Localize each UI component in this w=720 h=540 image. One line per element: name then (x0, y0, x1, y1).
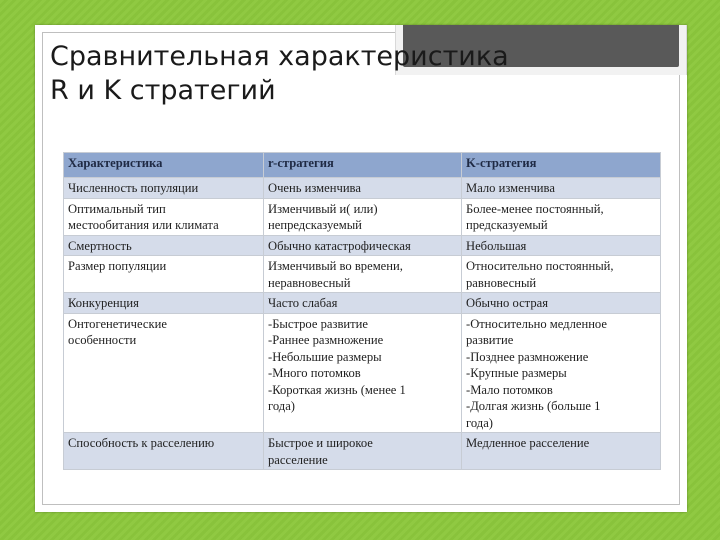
row-population-size-k: Мало изменчива (462, 178, 661, 199)
table-row (64, 256, 661, 293)
row-mortality-label: Смертность (64, 235, 264, 256)
header-r-strategy: r-стратегия (264, 153, 462, 178)
row-mortality-k: Небольшая (462, 235, 661, 256)
header-k-strategy: K-стратегия (462, 153, 661, 178)
comparison-table-container (63, 152, 661, 470)
row-population-size-r: Очень изменчива (264, 178, 462, 199)
comparison-table (63, 152, 661, 470)
row-competition-k: Обычно острая (462, 293, 661, 314)
row-dispersal-label: Способность к расселению (64, 433, 264, 470)
table-header-row (64, 153, 661, 178)
row-mortality-r: Обычно катастрофическая (264, 235, 462, 256)
table-row (64, 178, 661, 199)
row-population-size-label: Численность популяции (64, 178, 264, 199)
header-characteristic: Характеристика (64, 153, 264, 178)
table-row (64, 293, 661, 314)
row-habitat-label: Оптимальный тип местообитания или климата (64, 198, 264, 235)
row-ontogenetic-k: -Относительно медленное развитие -Позднее размножение -Крупные размеры -Мало потомков -Долгая жизнь (больше 1 года) (462, 313, 661, 433)
table-row (64, 198, 661, 235)
slide-title: Сравнительная характеристика R и K стратегий (50, 41, 509, 106)
row-competition-r: Часто слабая (264, 293, 462, 314)
table-row (64, 235, 661, 256)
row-dispersal-r: Быстрое и широкое расселение (264, 433, 462, 470)
row-habitat-r: Изменчивый и( или) непредсказуемый (264, 198, 462, 235)
row-habitat-k: Более-менее постоянный, предсказуемый (462, 198, 661, 235)
row-competition-label: Конкуренция (64, 293, 264, 314)
row-pop-dimension-label: Размер популяции (64, 256, 264, 293)
table-row (64, 433, 661, 470)
row-ontogenetic-r: -Быстрое развитие -Раннее размножение -Небольшие размеры -Много потомков -Короткая жизнь (менее 1 года) (264, 313, 462, 433)
row-pop-dimension-k: Относительно постоянный, равновесный (462, 256, 661, 293)
table-row (64, 313, 661, 433)
row-dispersal-k: Медленное расселение (462, 433, 661, 470)
row-pop-dimension-r: Изменчивый во времени, неравновесный (264, 256, 462, 293)
row-ontogenetic-label: Онтогенетические особенности (64, 313, 264, 433)
